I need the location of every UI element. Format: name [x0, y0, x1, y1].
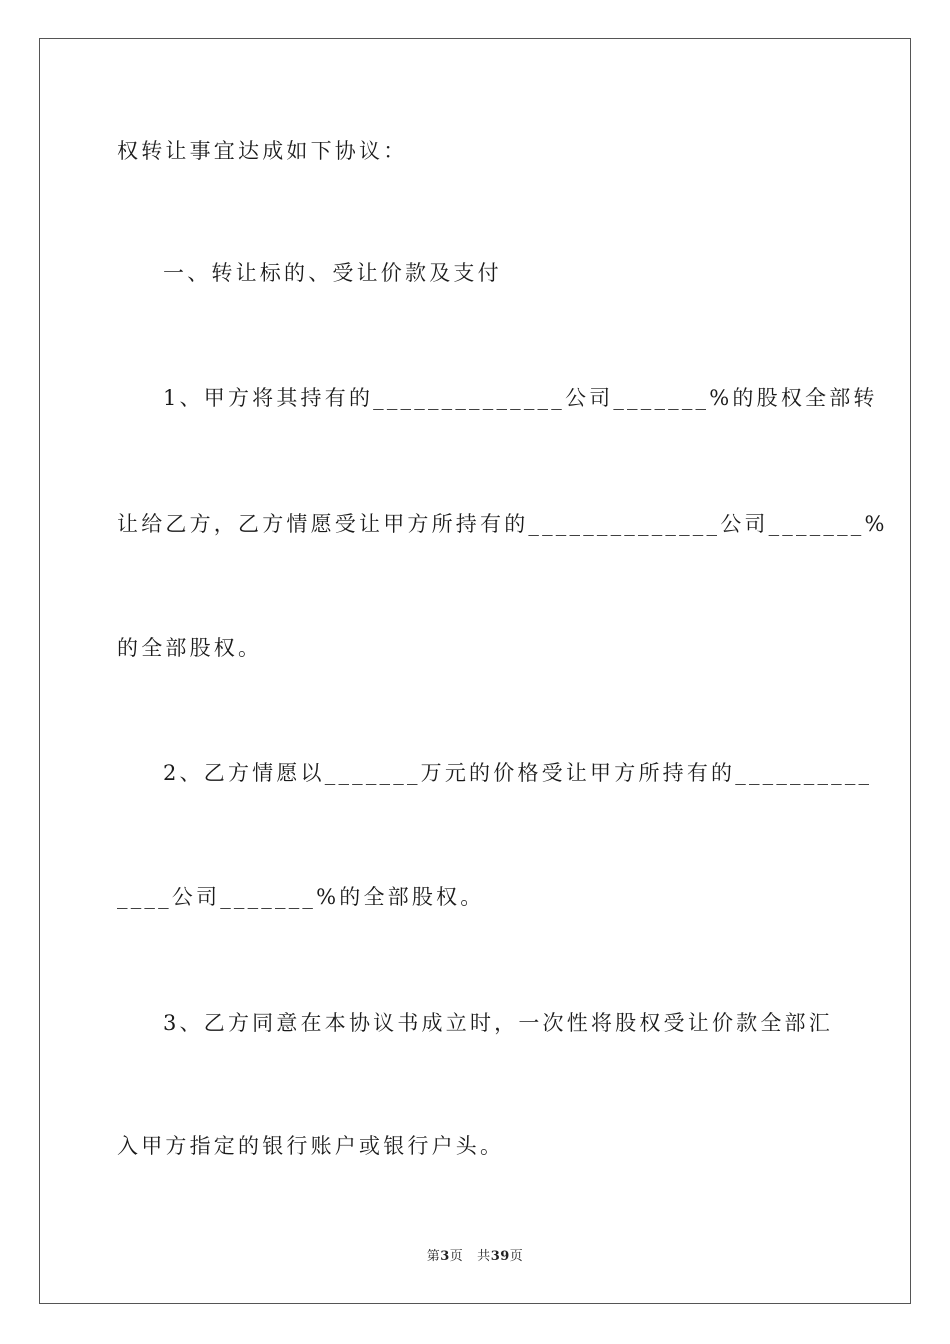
clause-3-line-2: 入甲方指定的银行账户或银行户头。 [117, 1134, 505, 1158]
page-border [39, 38, 911, 1304]
clause-2-line-2: ____公司_______%的全部股权。 [117, 885, 485, 909]
footer-page-current: 3 [440, 1249, 450, 1264]
clause-2-line-1: 2、乙方情愿以_______万元的价格受让甲方所持有的__________ [163, 761, 873, 785]
footer-total-prefix: 共 [477, 1249, 491, 1264]
section-heading-1: 一、转让标的、受让价款及支付 [163, 261, 502, 285]
clause-1-line-1: 1、甲方将其持有的______________公司_______%的股权全部转 [163, 386, 878, 410]
clause-3-line-1: 3、乙方同意在本协议书成立时，一次性将股权受让价款全部汇 [163, 1011, 833, 1035]
footer-total-unit: 页 [509, 1249, 524, 1264]
text-line-1: 权转让事宜达成如下协议： [117, 139, 408, 163]
clause-1-line-2: 让给乙方，乙方情愿受让甲方所持有的______________公司_______% [117, 512, 888, 536]
footer-page-prefix: 第 [426, 1249, 441, 1264]
footer-page-unit: 页 [449, 1249, 464, 1264]
page-footer [0, 1245, 950, 1264]
clause-1-line-3: 的全部股权。 [117, 636, 263, 660]
footer-page-total: 39 [490, 1249, 510, 1264]
